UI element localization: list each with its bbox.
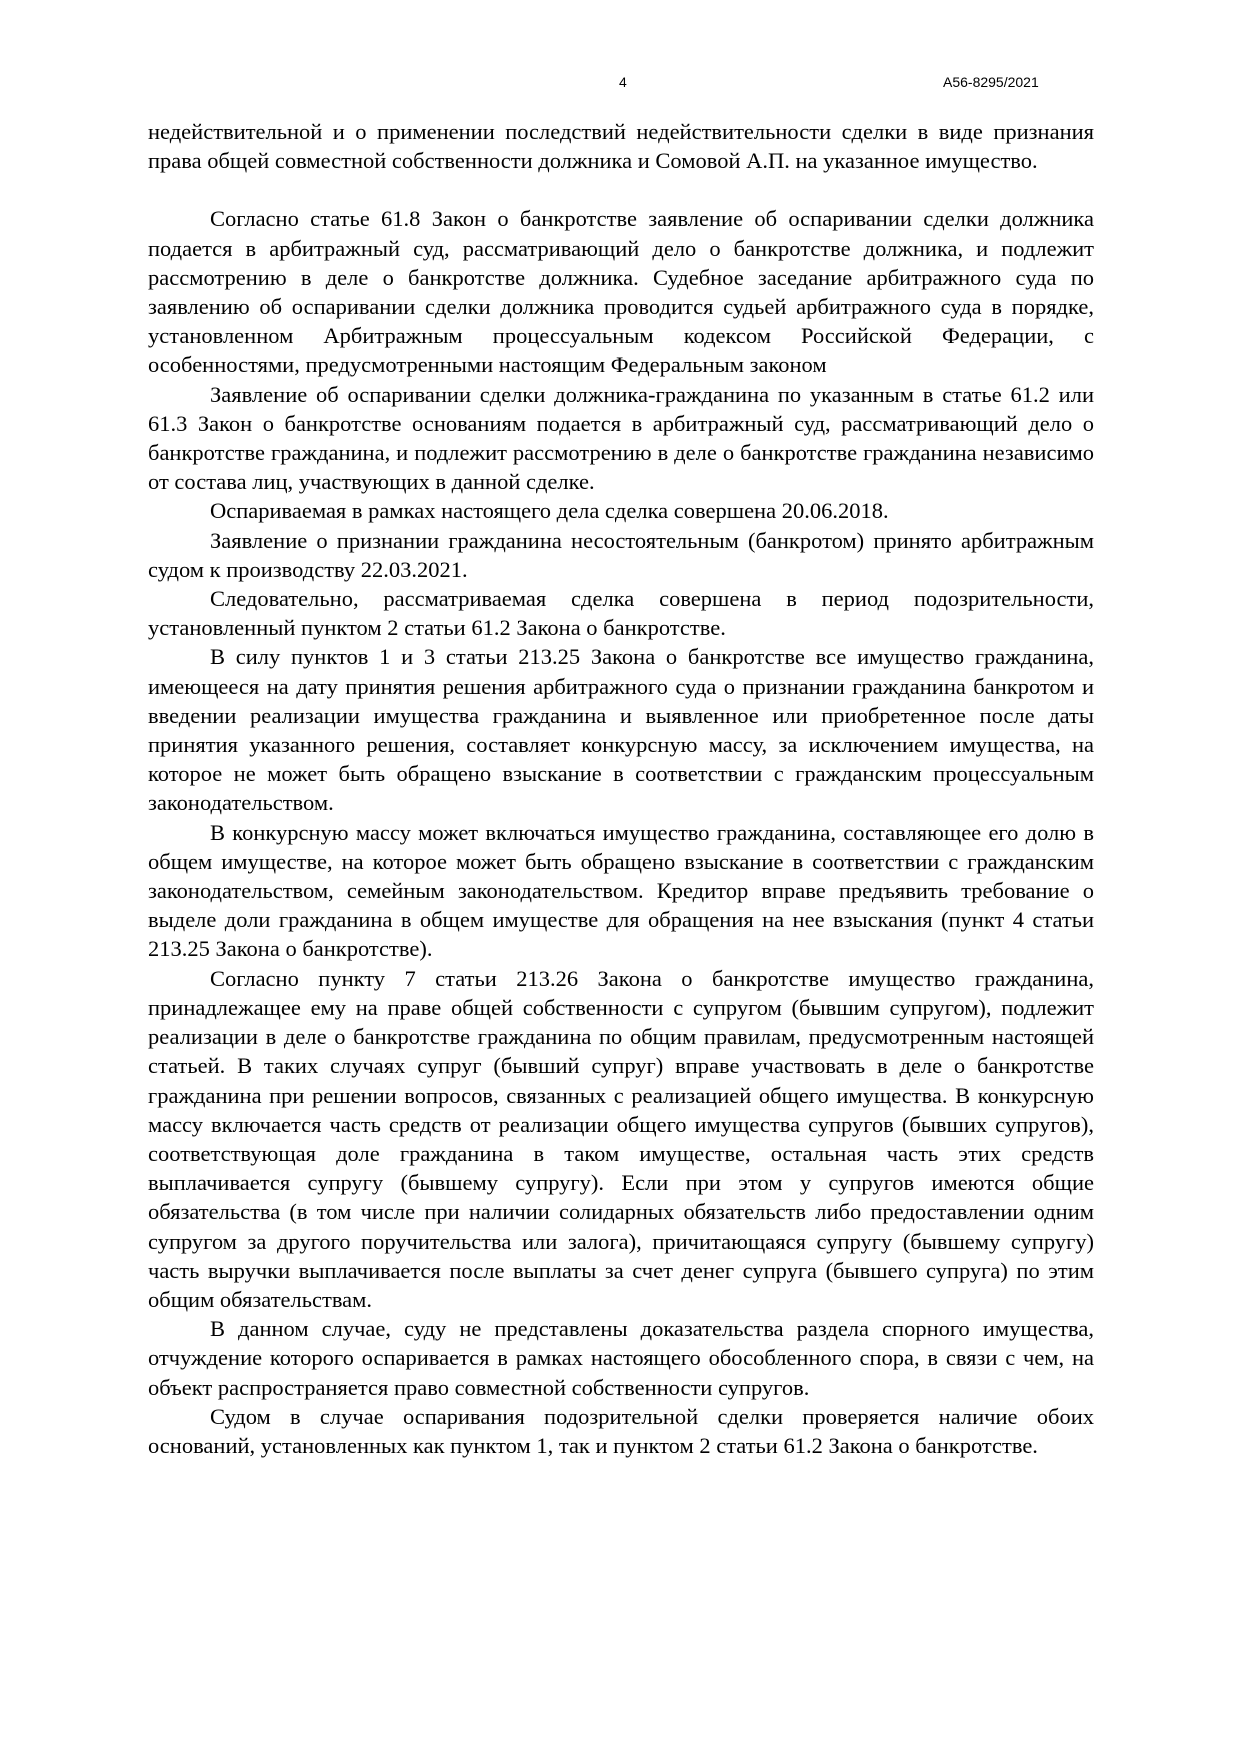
paragraph: Оспариваемая в рамках настоящего дела сделка совершена 20.06.2018. bbox=[210, 498, 889, 524]
document-body bbox=[148, 117, 1094, 1460]
case-number: А56-8295/2021 bbox=[943, 74, 1039, 90]
paragraph: Следовательно, рассматриваемая сделка совершена в период подозрительности, установленный пунктом 2 статьи 61.2 Закона о банкротстве. bbox=[148, 586, 1094, 641]
paragraph: Заявление об оспаривании сделки должника-гражданина по указанным в статье 61.2 или 61.3 Закон о банкротстве основаниям подается в арбитражный суд, рассматривающий дело о банкротстве гражданина, и подлежит рассмотрению в деле о банкротстве гражданина независимо от состава лиц, участвующих в данной сделке. bbox=[148, 381, 1094, 495]
paragraph: Согласно пункту 7 статьи 213.26 Закона о банкротстве имущество гражданина, принадлежащее ему на праве общей собственности с супругом (бывшим супругом), подлежит реализации в деле о банкротстве гражданина по общим правилам, предусмотренным настоящей статьей. В таких случаях супруг (бывший супруг) вправе участвовать в деле о банкротстве гражданина при решении вопросов, связанных с реализацией общего имущества. В конкурсную массу включается часть средств от реализации общего имущества супругов (бывших супругов), соответствующая доле гражданина в таком имуществе, остальная часть этих средств выплачивается супругу (бывшему супругу). Если при этом у супругов имеются общие обязательства (в том числе при наличии солидарных обязательств либо предоставлении одним супругом за другого поручительства или залога), причитающаяся супругу (бывшему супругу) часть выручки выплачивается после выплаты за счет денег супруга (бывшего супруга) по этим общим обязательствам. bbox=[148, 965, 1094, 1312]
paragraph: Согласно статье 61.8 Закон о банкротстве заявление об оспаривании сделки должника подается в арбитражный суд, рассматривающий дело о банкротстве должника, и подлежит рассмотрению в деле о банкротстве должника. Судебное заседание арбитражного суда по заявлению об оспаривании сделки должника проводится судьей арбитражного суда в порядке, установленном Арбитражным процессуальным кодексом Российской Федерации, с особенностями, предусмотренными настоящим Федеральным законом bbox=[148, 206, 1094, 378]
paragraph: В силу пунктов 1 и 3 статьи 213.25 Закона о банкротстве все имущество гражданина, имеющееся на дату принятия решения арбитражного суда о признании гражданина банкротом и введении реализации имущества гражданина и выявленное или приобретенное после даты принятия указанного решения, составляет конкурсную массу, за исключением имущества, на которое не может быть обращено взыскание в соответствии с гражданским процессуальным законодательством. bbox=[148, 644, 1094, 816]
paragraph: Заявление о признании гражданина несостоятельным (банкротом) принято арбитражным судом к производству 22.03.2021. bbox=[148, 527, 1094, 582]
paragraph: В данном случае, суду не представлены доказательства раздела спорного имущества, отчуждение которого оспаривается в рамках настоящего обособленного спора, в связи с чем, на объект распространяется право совместной собственности супругов. bbox=[148, 1316, 1094, 1400]
paragraph: недействительной и о применении последствий недействительности сделки в виде признания права общей совместной собственности должника и Сомовой А.П. на указанное имущество. bbox=[148, 119, 1094, 174]
paragraph: В конкурсную массу может включаться имущество гражданина, составляющее его долю в общем имуществе, на которое может быть обращено взыскание в соответствии с гражданским законодательством, семейным законодательством. Кредитор вправе предъявить требование о выделе доли гражданина в общем имуществе для обращения на нее взыскания (пункт 4 статьи 213.25 Закона о банкротстве). bbox=[148, 819, 1094, 962]
paragraph: Судом в случае оспаривания подозрительной сделки проверяется наличие обоих оснований, установленных как пунктом 1, так и пунктом 2 статьи 61.2 Закона о банкротстве. bbox=[148, 1403, 1094, 1458]
page-number: 4 bbox=[619, 74, 627, 90]
